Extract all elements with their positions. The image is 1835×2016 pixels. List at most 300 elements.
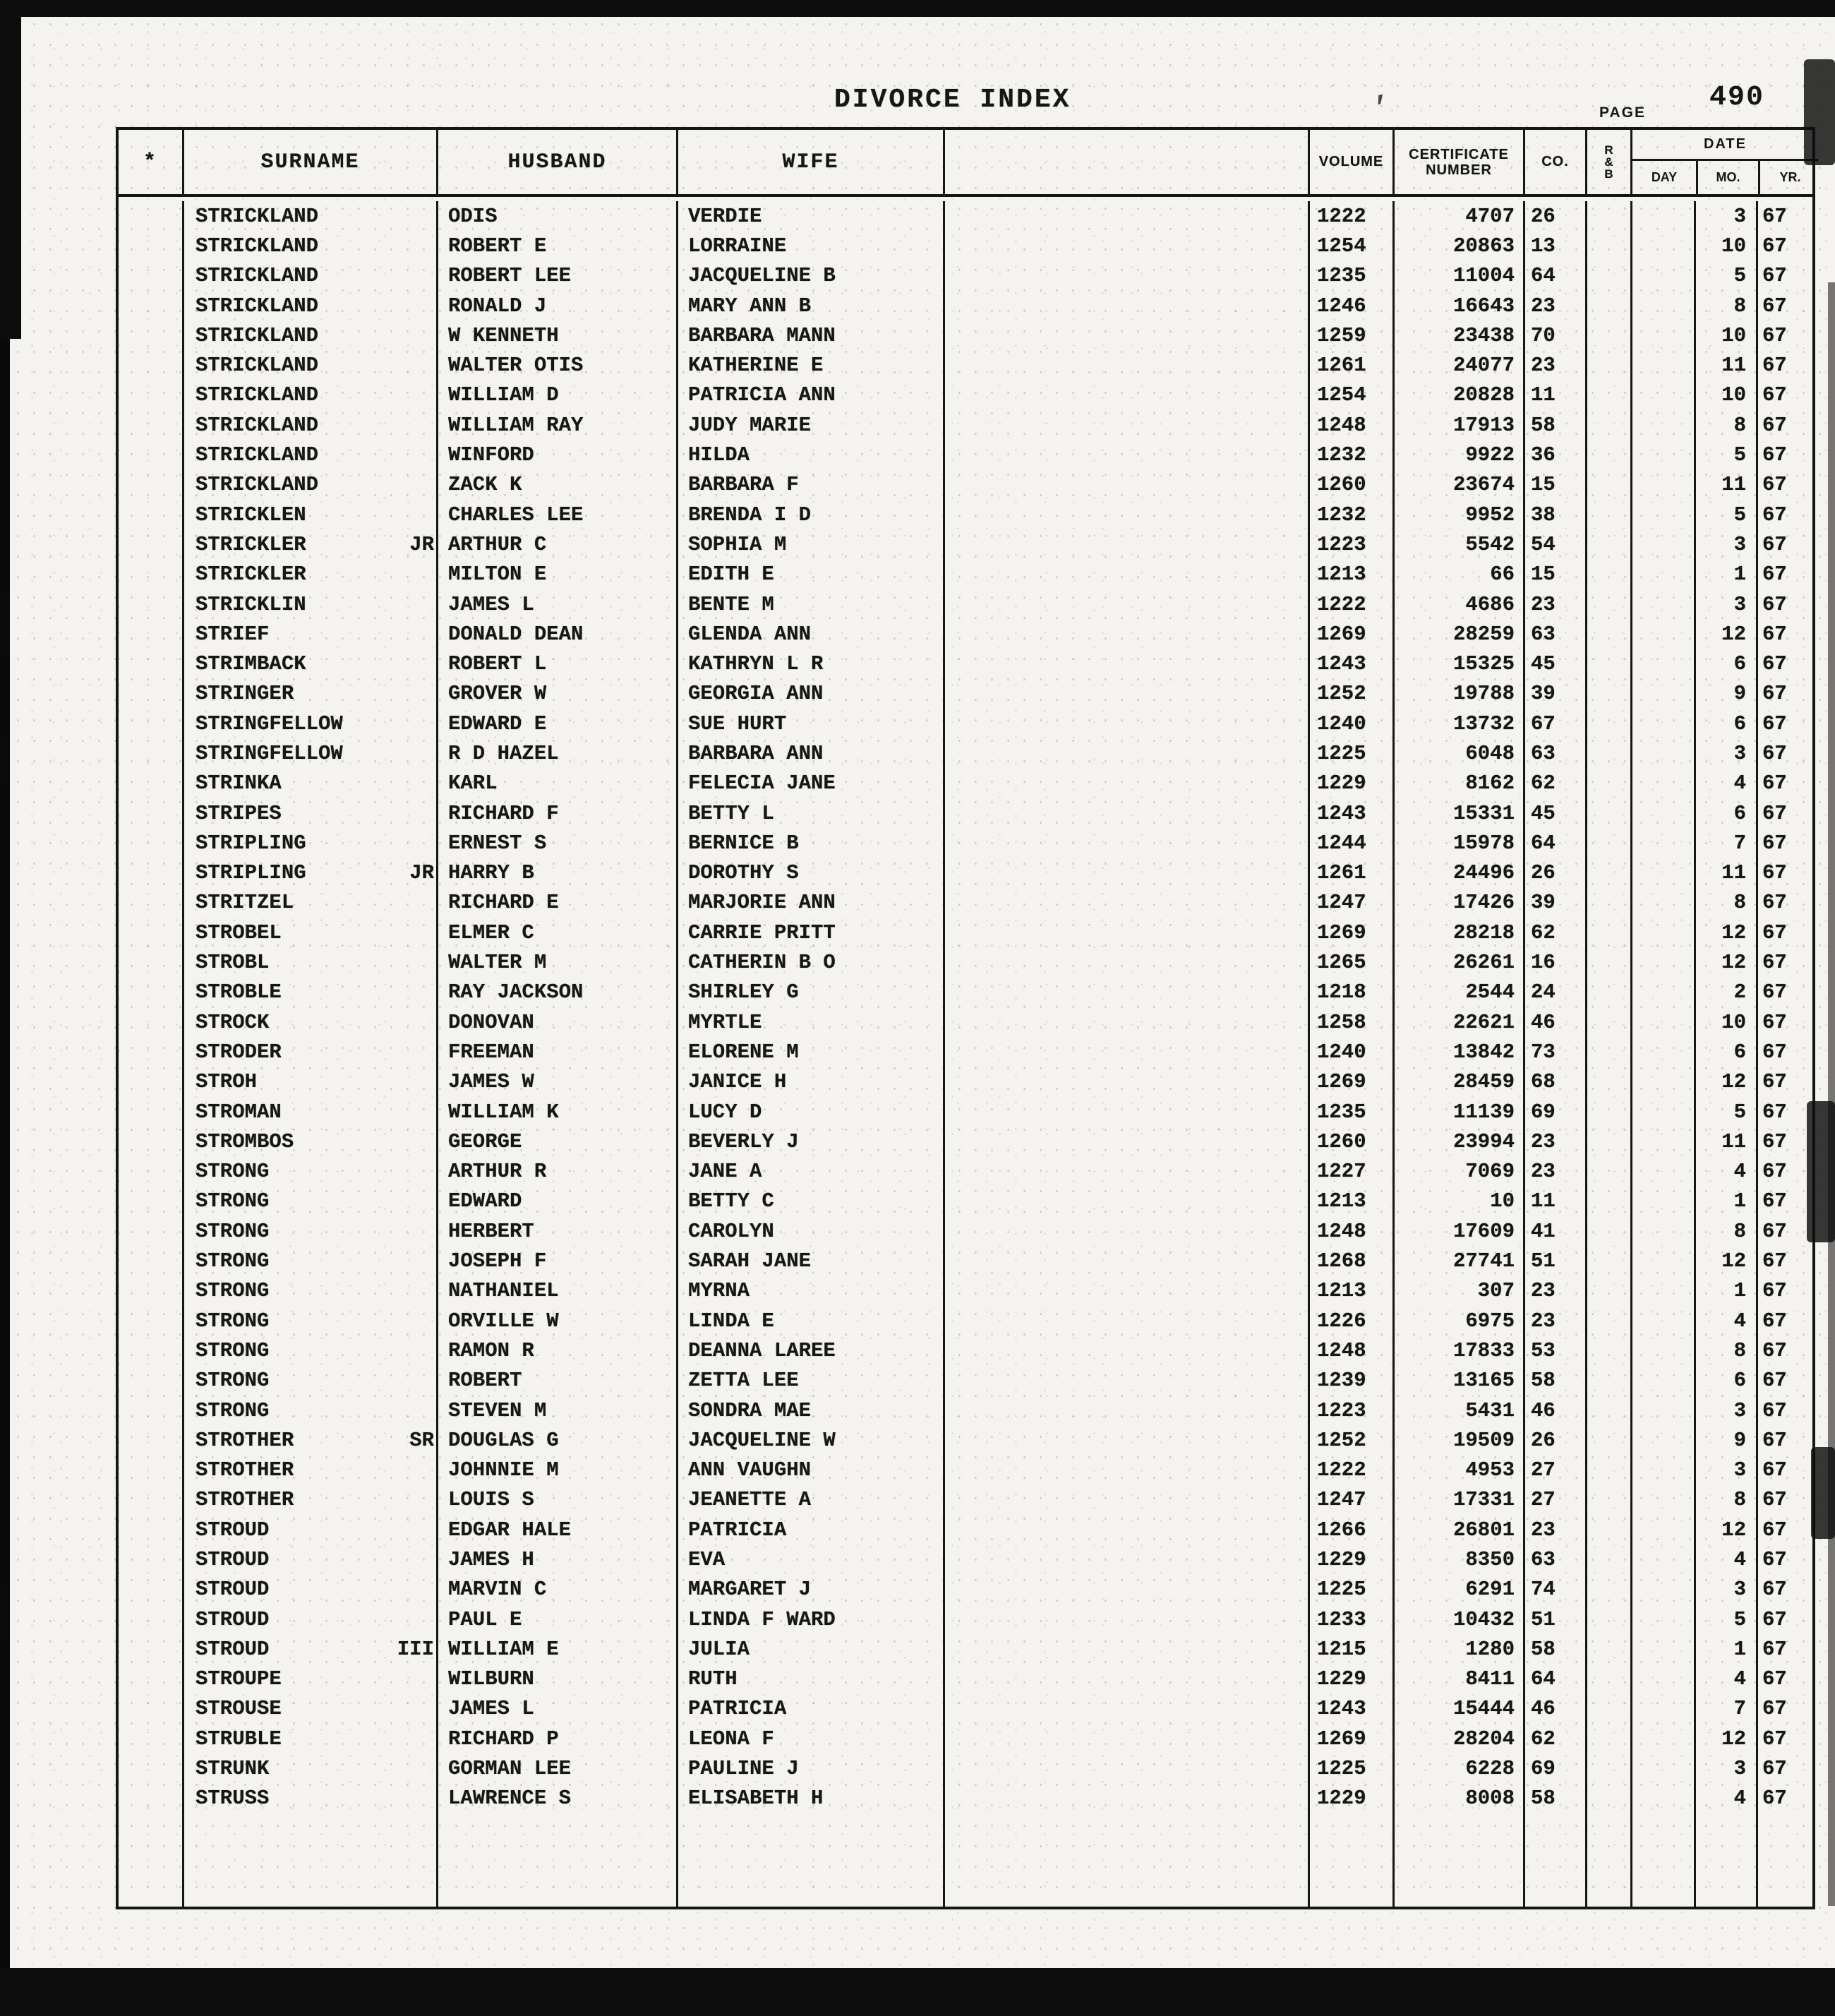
cell-cert: 17426 xyxy=(1392,888,1523,918)
cell-husband: EDWARD E xyxy=(436,709,676,738)
cell-mo: 8 xyxy=(1694,1485,1756,1515)
table-row xyxy=(119,1664,1812,1694)
cell-co: 23 xyxy=(1523,291,1585,320)
cell-blank xyxy=(943,947,1308,977)
surname-text: STRINGFELLOW xyxy=(195,712,343,736)
header-date-subcolumns xyxy=(1632,161,1818,194)
cell-mo: 12 xyxy=(1694,1515,1756,1544)
cell-volume: 1266 xyxy=(1308,1515,1392,1544)
cell-wife: CAROLYN xyxy=(676,1216,943,1246)
cell-rb xyxy=(1585,1694,1630,1724)
cell-wife: BENTE M xyxy=(676,589,943,619)
cell-yr: 67 xyxy=(1756,1336,1818,1365)
surname-suffix: III xyxy=(397,1637,434,1661)
cell-day xyxy=(1630,978,1694,1007)
cell-co: 58 xyxy=(1523,1634,1585,1664)
cell-volume: 1218 xyxy=(1308,978,1392,1007)
cell-star xyxy=(119,320,182,350)
table-row xyxy=(119,1157,1812,1187)
cell-co: 58 xyxy=(1523,1366,1585,1396)
cell-wife: PATRICIA xyxy=(676,1694,943,1724)
cell-surname xyxy=(182,201,436,231)
cell-rb xyxy=(1585,769,1630,798)
surname-text: STROUD xyxy=(195,1578,270,1602)
header-certificate-line1: CERTIFICATE xyxy=(1409,146,1509,162)
header-day: DAY xyxy=(1651,170,1678,184)
cell-husband: R D HAZEL xyxy=(436,738,676,768)
cell-mo: 6 xyxy=(1694,709,1756,738)
cell-co: 51 xyxy=(1523,1604,1585,1634)
cell-husband: W KENNETH xyxy=(436,320,676,350)
cell-mo: 12 xyxy=(1694,1246,1756,1276)
cell-husband: RICHARD E xyxy=(436,888,676,918)
cell-yr: 67 xyxy=(1756,1544,1818,1574)
cell-rb xyxy=(1585,320,1630,350)
cell-rb xyxy=(1585,1336,1630,1365)
cell-blank xyxy=(943,1784,1308,1813)
cell-rb xyxy=(1585,529,1630,559)
cell-star xyxy=(119,560,182,589)
cell-mo: 11 xyxy=(1694,470,1756,500)
cell-star xyxy=(119,888,182,918)
table-row xyxy=(119,1396,1812,1425)
cell-co: 41 xyxy=(1523,1216,1585,1246)
surname-suffix: SR xyxy=(409,1428,434,1452)
cell-rb xyxy=(1585,679,1630,709)
cell-cert: 6048 xyxy=(1392,738,1523,768)
cell-blank xyxy=(943,1306,1308,1336)
cell-blank xyxy=(943,440,1308,469)
cell-husband: RAY JACKSON xyxy=(436,978,676,1007)
cell-mo: 3 xyxy=(1694,1455,1756,1484)
cell-mo: 4 xyxy=(1694,1664,1756,1694)
cell-surname xyxy=(182,410,436,440)
cell-husband: HARRY B xyxy=(436,858,676,888)
cell-volume: 1213 xyxy=(1308,1276,1392,1306)
cell-mo: 8 xyxy=(1694,410,1756,440)
cell-wife: SARAH JANE xyxy=(676,1246,943,1276)
cell-blank xyxy=(943,649,1308,678)
cell-star xyxy=(119,1544,182,1574)
page-title: DIVORCE INDEX xyxy=(834,85,1071,115)
cell-day xyxy=(1630,1604,1694,1634)
surname-text: STRONG xyxy=(195,1279,270,1303)
header-county: CO. xyxy=(1523,130,1585,194)
cell-rb xyxy=(1585,1544,1630,1574)
cell-blank xyxy=(943,1097,1308,1127)
cell-co: 27 xyxy=(1523,1455,1585,1484)
cell-yr: 67 xyxy=(1756,1067,1818,1097)
cell-cert: 4953 xyxy=(1392,1455,1523,1484)
cell-wife: BEVERLY J xyxy=(676,1127,943,1156)
cell-surname xyxy=(182,589,436,619)
cell-rb xyxy=(1585,560,1630,589)
cell-husband: MARVIN C xyxy=(436,1575,676,1604)
cell-star xyxy=(119,1425,182,1455)
cell-husband: DONOVAN xyxy=(436,1007,676,1037)
surname-text: STRICKLAND xyxy=(195,204,319,228)
cell-husband: PAUL E xyxy=(436,1604,676,1634)
cell-day xyxy=(1630,1724,1694,1753)
cell-surname xyxy=(182,1246,436,1276)
cell-husband: MILTON E xyxy=(436,560,676,589)
cell-star xyxy=(119,1515,182,1544)
cell-surname xyxy=(182,231,436,260)
cell-blank xyxy=(943,1724,1308,1753)
cell-day xyxy=(1630,1067,1694,1097)
header-date-group xyxy=(1630,130,1818,194)
scan-artifact-left-mark-3 xyxy=(0,1588,8,1638)
table-row xyxy=(119,709,1812,738)
cell-yr: 67 xyxy=(1756,320,1818,350)
cell-cert: 9922 xyxy=(1392,440,1523,469)
paper-background xyxy=(10,14,1835,2009)
cell-husband: ODIS xyxy=(436,201,676,231)
cell-star xyxy=(119,1366,182,1396)
cell-husband: WILBURN xyxy=(436,1664,676,1694)
cell-cert: 17609 xyxy=(1392,1216,1523,1246)
cell-day xyxy=(1630,858,1694,888)
cell-co: 39 xyxy=(1523,679,1585,709)
table-row xyxy=(119,470,1812,500)
scan-artifact-top-band xyxy=(0,0,1835,17)
surname-text: STRICKLAND xyxy=(195,294,319,318)
cell-wife: BARBARA F xyxy=(676,470,943,500)
cell-co: 26 xyxy=(1523,858,1585,888)
cell-star xyxy=(119,1097,182,1127)
cell-volume: 1222 xyxy=(1308,589,1392,619)
cell-yr: 67 xyxy=(1756,1187,1818,1216)
cell-rb xyxy=(1585,410,1630,440)
cell-yr: 67 xyxy=(1756,918,1818,947)
cell-yr: 67 xyxy=(1756,1604,1818,1634)
cell-blank xyxy=(943,738,1308,768)
cell-cert: 15444 xyxy=(1392,1694,1523,1724)
cell-rb xyxy=(1585,1634,1630,1664)
cell-yr: 67 xyxy=(1756,1634,1818,1664)
cell-day xyxy=(1630,291,1694,320)
cell-blank xyxy=(943,1575,1308,1604)
cell-husband: DONALD DEAN xyxy=(436,619,676,649)
cell-surname xyxy=(182,1425,436,1455)
cell-co: 38 xyxy=(1523,500,1585,529)
surname-text: STROBL xyxy=(195,951,270,975)
cell-blank xyxy=(943,1157,1308,1187)
cell-volume: 1248 xyxy=(1308,410,1392,440)
cell-mo: 4 xyxy=(1694,1306,1756,1336)
surname-text: STROUD xyxy=(195,1607,270,1631)
scan-artifact-left-mark-1 xyxy=(0,593,10,656)
cell-wife: RUTH xyxy=(676,1664,943,1694)
table-row xyxy=(119,1694,1812,1724)
cell-yr: 67 xyxy=(1756,261,1818,291)
cell-yr: 67 xyxy=(1756,619,1818,649)
surname-text: STROUD xyxy=(195,1637,270,1661)
cell-star xyxy=(119,679,182,709)
cell-co: 26 xyxy=(1523,201,1585,231)
surname-text: STRIPLING xyxy=(195,831,306,855)
cell-husband: ROBERT L xyxy=(436,649,676,678)
cell-co: 64 xyxy=(1523,1664,1585,1694)
cell-volume: 1269 xyxy=(1308,918,1392,947)
cell-cert: 26261 xyxy=(1392,947,1523,977)
table-row xyxy=(119,888,1812,918)
cell-husband: DOUGLAS G xyxy=(436,1425,676,1455)
cell-wife: JACQUELINE W xyxy=(676,1425,943,1455)
cell-yr: 67 xyxy=(1756,1515,1818,1544)
cell-yr: 67 xyxy=(1756,410,1818,440)
cell-rb xyxy=(1585,1784,1630,1813)
cell-day xyxy=(1630,440,1694,469)
cell-volume: 1261 xyxy=(1308,350,1392,380)
table-row xyxy=(119,738,1812,768)
cell-blank xyxy=(943,1336,1308,1365)
cell-yr: 67 xyxy=(1756,1425,1818,1455)
cell-mo: 6 xyxy=(1694,798,1756,828)
table-row xyxy=(119,500,1812,529)
cell-yr: 67 xyxy=(1756,709,1818,738)
header-rb-b: B xyxy=(1604,167,1613,181)
cell-wife: LINDA F WARD xyxy=(676,1604,943,1634)
cell-co: 70 xyxy=(1523,320,1585,350)
cell-wife: DOROTHY S xyxy=(676,858,943,888)
cell-yr: 67 xyxy=(1756,1784,1818,1813)
cell-yr: 67 xyxy=(1756,738,1818,768)
cell-day xyxy=(1630,1246,1694,1276)
cell-blank xyxy=(943,1455,1308,1484)
cell-blank xyxy=(943,1366,1308,1396)
cell-volume: 1246 xyxy=(1308,291,1392,320)
cell-co: 62 xyxy=(1523,918,1585,947)
cell-wife: LEONA F xyxy=(676,1724,943,1753)
cell-yr: 67 xyxy=(1756,529,1818,559)
cell-husband: WILLIAM RAY xyxy=(436,410,676,440)
cell-cert: 17913 xyxy=(1392,410,1523,440)
cell-mo: 2 xyxy=(1694,978,1756,1007)
cell-blank xyxy=(943,529,1308,559)
table-row xyxy=(119,1753,1812,1783)
table-row xyxy=(119,589,1812,619)
cell-cert: 15978 xyxy=(1392,828,1523,858)
cell-yr: 67 xyxy=(1756,1306,1818,1336)
cell-surname xyxy=(182,350,436,380)
cell-cert: 9952 xyxy=(1392,500,1523,529)
cell-star xyxy=(119,978,182,1007)
cell-star xyxy=(119,1455,182,1484)
cell-volume: 1252 xyxy=(1308,1425,1392,1455)
cell-husband: WINFORD xyxy=(436,440,676,469)
cell-surname xyxy=(182,1396,436,1425)
cell-husband: GEORGE xyxy=(436,1127,676,1156)
cell-blank xyxy=(943,709,1308,738)
cell-rb xyxy=(1585,500,1630,529)
cell-day xyxy=(1630,1664,1694,1694)
cell-surname xyxy=(182,619,436,649)
cell-husband: JAMES L xyxy=(436,589,676,619)
cell-mo: 3 xyxy=(1694,589,1756,619)
cell-star xyxy=(119,350,182,380)
cell-day xyxy=(1630,1694,1694,1724)
cell-cert: 10432 xyxy=(1392,1604,1523,1634)
cell-day xyxy=(1630,1336,1694,1365)
cell-mo: 1 xyxy=(1694,560,1756,589)
cell-volume: 1244 xyxy=(1308,828,1392,858)
cell-mo: 7 xyxy=(1694,1694,1756,1724)
surname-text: STROUD xyxy=(195,1548,270,1571)
cell-rb xyxy=(1585,261,1630,291)
cell-wife: EVA xyxy=(676,1544,943,1574)
cell-blank xyxy=(943,679,1308,709)
surname-text: STRICKLAND xyxy=(195,264,319,288)
cell-blank xyxy=(943,1604,1308,1634)
cell-mo: 4 xyxy=(1694,769,1756,798)
cell-day xyxy=(1630,500,1694,529)
cell-star xyxy=(119,1067,182,1097)
cell-co: 39 xyxy=(1523,888,1585,918)
cell-yr: 67 xyxy=(1756,1097,1818,1127)
cell-husband: ERNEST S xyxy=(436,828,676,858)
cell-rb xyxy=(1585,1216,1630,1246)
cell-volume: 1239 xyxy=(1308,1366,1392,1396)
cell-volume: 1269 xyxy=(1308,619,1392,649)
header-blank xyxy=(943,130,1308,194)
cell-mo: 3 xyxy=(1694,1753,1756,1783)
cell-day xyxy=(1630,1425,1694,1455)
cell-co: 45 xyxy=(1523,649,1585,678)
cell-surname xyxy=(182,709,436,738)
cell-surname xyxy=(182,380,436,410)
cell-surname xyxy=(182,1216,436,1246)
cell-husband: WALTER OTIS xyxy=(436,350,676,380)
cell-mo: 8 xyxy=(1694,291,1756,320)
cell-day xyxy=(1630,619,1694,649)
cell-blank xyxy=(943,470,1308,500)
cell-blank xyxy=(943,1007,1308,1037)
cell-rb xyxy=(1585,858,1630,888)
cell-star xyxy=(119,828,182,858)
table-row xyxy=(119,1455,1812,1484)
cell-wife: PATRICIA ANN xyxy=(676,380,943,410)
cell-husband: JAMES L xyxy=(436,1694,676,1724)
cell-surname xyxy=(182,1157,436,1187)
cell-wife: ANN VAUGHN xyxy=(676,1455,943,1484)
table-row xyxy=(119,1575,1812,1604)
surname-text: STRONG xyxy=(195,1249,270,1273)
cell-cert: 5431 xyxy=(1392,1396,1523,1425)
cell-co: 23 xyxy=(1523,1157,1585,1187)
cell-surname xyxy=(182,1515,436,1544)
cell-wife: ELISABETH H xyxy=(676,1784,943,1813)
cell-day xyxy=(1630,679,1694,709)
cell-volume: 1215 xyxy=(1308,1634,1392,1664)
cell-day xyxy=(1630,1396,1694,1425)
cell-co: 67 xyxy=(1523,709,1585,738)
cell-volume: 1223 xyxy=(1308,529,1392,559)
cell-surname xyxy=(182,769,436,798)
table-row xyxy=(119,1306,1812,1336)
cell-rb xyxy=(1585,380,1630,410)
cell-yr: 67 xyxy=(1756,1246,1818,1276)
cell-blank xyxy=(943,291,1308,320)
cell-surname xyxy=(182,888,436,918)
cell-husband: WILLIAM D xyxy=(436,380,676,410)
cell-rb xyxy=(1585,918,1630,947)
cell-rb xyxy=(1585,1097,1630,1127)
cell-co: 23 xyxy=(1523,350,1585,380)
cell-co: 64 xyxy=(1523,828,1585,858)
cell-wife: JACQUELINE B xyxy=(676,261,943,291)
cell-wife: CATHERIN B O xyxy=(676,947,943,977)
cell-surname xyxy=(182,529,436,559)
cell-surname xyxy=(182,1187,436,1216)
cell-mo: 3 xyxy=(1694,1396,1756,1425)
cell-mo: 10 xyxy=(1694,380,1756,410)
cell-cert: 10 xyxy=(1392,1187,1523,1216)
cell-star xyxy=(119,201,182,231)
table-row xyxy=(119,1187,1812,1216)
cell-husband: ARTHUR C xyxy=(436,529,676,559)
table-row xyxy=(119,679,1812,709)
scan-artifact-left-mark-2 xyxy=(0,741,7,784)
cell-cert: 27741 xyxy=(1392,1246,1523,1276)
cell-co: 46 xyxy=(1523,1694,1585,1724)
cell-surname xyxy=(182,1485,436,1515)
cell-volume: 1248 xyxy=(1308,1336,1392,1365)
cell-wife: JUDY MARIE xyxy=(676,410,943,440)
cell-husband: LAWRENCE S xyxy=(436,1784,676,1813)
cell-mo: 11 xyxy=(1694,1127,1756,1156)
surname-text: STROBLE xyxy=(195,980,282,1004)
cell-husband: GROVER W xyxy=(436,679,676,709)
cell-cert: 28259 xyxy=(1392,619,1523,649)
cell-cert: 2544 xyxy=(1392,978,1523,1007)
cell-cert: 11139 xyxy=(1392,1097,1523,1127)
cell-star xyxy=(119,649,182,678)
cell-co: 46 xyxy=(1523,1007,1585,1037)
cell-co: 64 xyxy=(1523,261,1585,291)
cell-day xyxy=(1630,798,1694,828)
cell-yr: 67 xyxy=(1756,1276,1818,1306)
cell-yr: 67 xyxy=(1756,1366,1818,1396)
cell-mo: 10 xyxy=(1694,320,1756,350)
table-row xyxy=(119,1336,1812,1365)
table-row xyxy=(119,380,1812,410)
surname-text: STRONG xyxy=(195,1398,270,1422)
cell-rb xyxy=(1585,1306,1630,1336)
cell-yr: 67 xyxy=(1756,231,1818,260)
cell-cert: 8008 xyxy=(1392,1784,1523,1813)
cell-blank xyxy=(943,858,1308,888)
cell-mo: 5 xyxy=(1694,1604,1756,1634)
cell-star xyxy=(119,947,182,977)
cell-wife: ELORENE M xyxy=(676,1037,943,1067)
cell-yr: 67 xyxy=(1756,828,1818,858)
cell-day xyxy=(1630,769,1694,798)
surname-text: STRONG xyxy=(195,1160,270,1184)
surname-text: STROTHER xyxy=(195,1428,294,1452)
cell-day xyxy=(1630,1216,1694,1246)
cell-star xyxy=(119,380,182,410)
cell-co: 58 xyxy=(1523,1784,1585,1813)
cell-cert: 6291 xyxy=(1392,1575,1523,1604)
cell-husband: NATHANIEL xyxy=(436,1276,676,1306)
cell-surname xyxy=(182,918,436,947)
cell-volume: 1240 xyxy=(1308,709,1392,738)
cell-mo: 4 xyxy=(1694,1784,1756,1813)
surname-text: STRODER xyxy=(195,1040,282,1064)
cell-rb xyxy=(1585,1246,1630,1276)
table-row xyxy=(119,918,1812,947)
